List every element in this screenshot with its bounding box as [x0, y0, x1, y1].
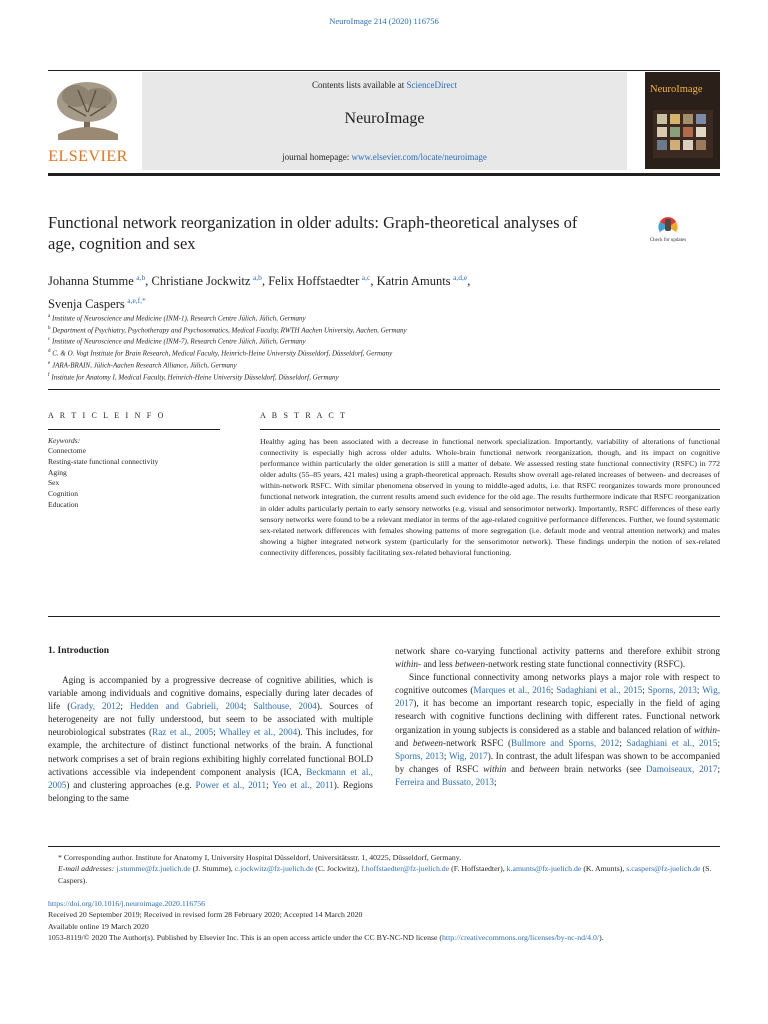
article-info-heading: A R T I C L E I N F O [48, 411, 166, 420]
journal-banner [142, 72, 627, 170]
abstract-bottom-rule [48, 616, 720, 617]
citation-link[interactable]: Ferreira and Bussato, 2013 [395, 776, 494, 787]
citation-link[interactable]: Power et al., 2011 [195, 779, 267, 790]
article-title: Functional network reorganization in older adults: Graph-theoretical analyses of age, cognition and sex [48, 213, 578, 253]
email-link[interactable]: f.hoffstaedter@fz-juelich.de [361, 864, 450, 874]
citation-link[interactable]: Sadaghiani et al., 2015 [626, 737, 718, 748]
journal-reference[interactable]: NeuroImage 214 (2020) 116756 [329, 16, 439, 26]
affiliation-item: $^c$ Institute of Neuroscience and Medicine (INM-7), Research Centre Jülich, Jülich, Germany [48, 337, 306, 346]
email-link[interactable]: s.caspers@fz-juelich.de [626, 864, 701, 874]
check-for-updates-badge[interactable] [646, 216, 690, 256]
author-affiliation-mark[interactable]: a,b [252, 273, 262, 282]
citation-link[interactable]: Marques et al., 2016 [473, 685, 551, 696]
available-online-date: Available online 19 March 2020 [48, 921, 149, 931]
article-info-rule [48, 429, 220, 430]
citation-link[interactable]: Salthouse, 2004 [253, 701, 317, 712]
affiliation-item: $^b$ Department of Psychiatry, Psychotherapy and Psychosomatics, Medical Faculty, RWTH Aachen University, Aachen, Germany [48, 325, 407, 335]
paragraph: Since functional connectivity among networks plays a major role with respect to cognitive outcomes (Marques et al., 2016; Sadaghiani et al., 2015; Sporns, 2013; Wig, 2017), it has become an important research topic, especially in the field of aging research with cognitive functions declining with different rates. Functional network organization in young subjects is considered as a stable and balanced relation of within- and between-network RSFC (Bullmore and Sporns, 2012; Sadaghiani et al., 2015; Sporns, 2013; Wig, 2017). In contrast, the adult lifespan was shown to be accompanied by changes of RSFC within and between brain networks (see Damoiseaux, 2017; Ferreira and Bussato, 2013; [395, 672, 721, 787]
crossmark-icon [646, 216, 690, 238]
citation-link[interactable]: Raz et al., 2005 [152, 727, 214, 738]
received-dates: Received 20 September 2019; Received in revised form 28 February 2020; Accepted 14 March 2020 [48, 910, 363, 920]
keyword-item: Resting-state functional connectivity [48, 456, 159, 466]
homepage-link[interactable]: www.elsevier.com/locate/neuroimage [351, 152, 487, 162]
email-link[interactable]: j.stumme@fz.juelich.de [116, 864, 191, 874]
body-column-left: Aging is accompanied by a progressive decrease of cognitive abilities, which is variable among individuals and cognitive domains, especially during later decades of life (Grady, 2012; Hedden and Gabrieli, 2004; Salthouse, 2004). Sources of heterogeneity are not fully understood, but seem to be associated with multiple neurobiological substrates (Raz et al., 2005; Whalley et al., 2004). This includes, for example, the architecture of distinct functional networks of the brain. A functional network comprises a set of brain regions exhibiting highly correlated functional BOLD activations accessible via independent component analysis (ICA, Beckmann et al., 2005) and clustering approaches (e.g. Power et al., 2011; Yeo et al., 2011). Regions belonging to the same [48, 675, 373, 803]
header-rule-top [48, 70, 720, 71]
corresponding-author-note: * Corresponding author. Institute for Anatomy I, University Hospital Düsseldorf, Universitätsstr. 1, 40225, Düsseldorf, Germany. E-mail addresses: j.stumme@fz.juelich.de (J. Stumme), c.jockwitz@fz-juelich.de (C. Jockwitz), f.hoffstaedter@fz-juelich.de (F. Hoffstaedter), k.amunts@fz-juelich.de (K. Amunts), s.caspers@fz-juelich.de (S. Caspers). [58, 853, 712, 885]
keyword-item: Education [48, 499, 79, 509]
affiliation-item: $^a$ Institute of Neuroscience and Medicine (INM-1), Research Centre Jülich, Jülich, Germany [48, 314, 306, 323]
affiliation-item: $^f$ Institute for Anatomy I, Medical Faculty, Heinrich-Heine University Düsseldorf, Düsseldorf, Germany [48, 372, 339, 381]
copyright-line: 1053-8119/© 2020 The Author(s). Published by Elsevier Inc. This is an open access article under the CC BY-NC-ND license (http://creativecommons.org/licenses/by-nc-nd/4.0/). [48, 933, 604, 943]
author-name: Christiane Jockwitz [151, 274, 251, 289]
keyword-item: Cognition [48, 489, 79, 499]
citation-link[interactable]: Wig, 2017 [448, 750, 488, 761]
abstract-rule [260, 429, 720, 430]
email-link[interactable]: k.amunts@fz-juelich.de [506, 864, 582, 874]
citation-link[interactable]: Hedden and Gabrieli, 2004 [130, 701, 244, 712]
keyword-item: Aging [48, 467, 67, 477]
citation-link[interactable]: Sadaghiani et al., 2015 [556, 685, 643, 696]
affiliation-item: $^d$ C. & O. Vogt Institute for Brain Research, Medical Faculty, Heinrich-Heine University Düsseldorf, Düsseldorf, Germany [48, 349, 393, 358]
abstract-heading: A B S T R A C T [260, 411, 348, 420]
author-name: Johanna Stumme [48, 274, 134, 289]
author-affiliation-mark[interactable]: a,d,e [453, 273, 468, 282]
keyword-list [48, 446, 158, 511]
citation-link[interactable]: Wig, 2017 [395, 685, 720, 709]
license-link[interactable]: http://creativecommons.org/licenses/by-nc-nd/4.0/ [442, 933, 600, 943]
citation-link[interactable]: Bullmore and Sporns, 2012 [511, 737, 620, 748]
citation-link[interactable]: Grady, 2012 [70, 701, 121, 712]
keyword-item: Connectome [48, 446, 86, 455]
journal-name: NeuroImage [344, 110, 425, 127]
affiliation-rule [48, 389, 720, 390]
section-heading-introduction: 1. Introduction [48, 646, 110, 656]
body-column-right [395, 645, 720, 789]
paragraph: network share co-varying functional activity patterns and therefore exhibit strong within- and less between-network resting state functional connectivity (RSFC). [395, 646, 720, 670]
author-name: Katrin Amunts [376, 274, 451, 289]
author-name: Felix Hoffstaedter [268, 274, 360, 289]
publication-info [48, 898, 720, 944]
author-affiliation-mark[interactable]: a,c [361, 273, 371, 282]
author-name: Svenja Caspers [48, 297, 125, 312]
cover-title: NeuroImage [650, 84, 703, 95]
affiliation-item: $^e$ JARA-BRAIN, Jülich-Aachen Research Alliance, Jülich, Germany [48, 360, 237, 370]
citation-link[interactable]: Sporns, 2013 [647, 685, 697, 696]
keyword-item: Sex [48, 478, 60, 488]
doi-link[interactable]: https://doi.org/10.1016/j.neuroimage.2020.116756 [48, 899, 206, 908]
elsevier-wordmark: ELSEVIER [48, 148, 128, 165]
author-affiliation-mark[interactable]: a,e,f,* [127, 296, 146, 306]
journal-cover-image [645, 72, 720, 169]
keywords-label: Keywords: [48, 436, 81, 445]
citation-link[interactable]: Yeo et al., 2011 [272, 779, 334, 790]
header-rule-bottom [48, 173, 720, 176]
author-list: Johanna Stumme $^{a,b}$, Christiane Jockwitz $^{a,b}$, Felix Hoffstaedter $^{a,c}$, Katrin Amunts $^{a,d,e}$, Svenja Caspers $^{a,e,f,*}$ [48, 273, 471, 312]
abstract-text: Healthy aging has been associated with a decrease in functional network specialization. Importantly, variability of alterations of functional connectivity is especially high across older adults. Whole-brain functional network reorganization, though, and its impact on cognitive performance within particularly the older generation is still a matter of debate. We assessed resting state functional connectivity (RSFC) in 772 older adults (55–85 years, 421 males) using a graph-theoretical approach. Results show overall age-related increases of between- and decreases of within-network RSFC. With similar phenomena observed in young to middle-aged adults, i.e. that RSFC reorganizes towards more pronounced functional network integration, the current results amend such evidence for the old age. The results furthermore indicate that RSFC reorganization in older adults particularly pertain to early sensory networks (e.g. visual and sensorimotor network). Importantly, RSFC differences of these early sensory networks were found to be a relevant mediator in terms of the age-related cognitive performance differences. Further, we found systematic sex-related network differences with females showing patterns of more segregation (i.e. default mode and ventral attention network) and males showing a higher integrated network system (particularly for the sensorimotor network). These findings underpin the notion of sex-related connectivity differences, possibly facilitating sex-related behavioral functioning. [260, 437, 720, 557]
contents-line: Contents lists available at ScienceDirect [312, 80, 457, 90]
email-link[interactable]: c.jockwitz@fz-juelich.de [234, 864, 314, 874]
citation-link[interactable]: Damoiseaux, 2017 [646, 763, 718, 774]
citation-link[interactable]: Whalley et al., 2004 [219, 727, 298, 738]
affiliation-list [48, 312, 728, 382]
citation-link[interactable]: Beckmann et al., 2005 [48, 766, 373, 790]
citation-link[interactable]: Sporns, 2013 [395, 750, 444, 761]
sciencedirect-link[interactable]: ScienceDirect [406, 80, 457, 90]
homepage-line: journal homepage: www.elsevier.com/locate/neuroimage [282, 152, 487, 162]
footnote-rule [48, 846, 720, 847]
author-affiliation-mark[interactable]: a,b [136, 273, 146, 282]
check-updates-label: Check for updates [649, 238, 687, 243]
